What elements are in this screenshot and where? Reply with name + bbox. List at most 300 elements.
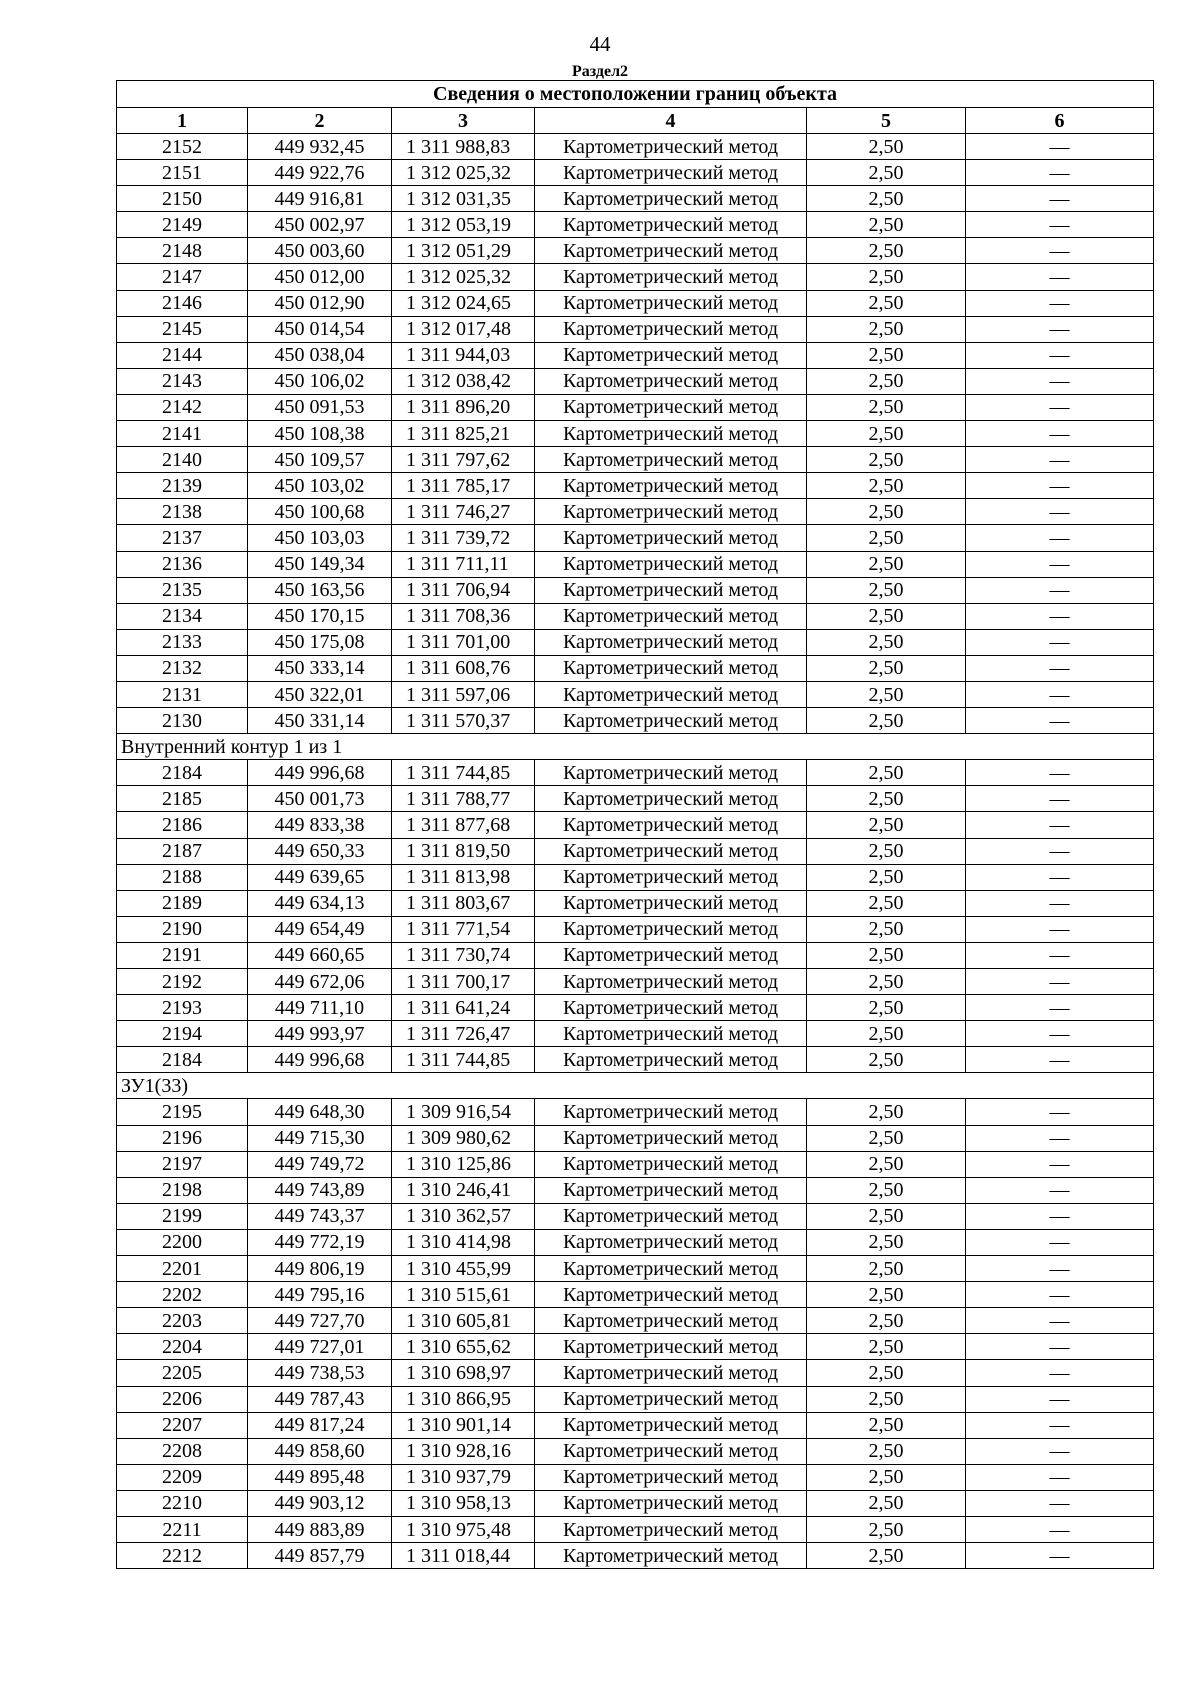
column-header: 4 xyxy=(535,108,807,134)
section-label: Раздел2 xyxy=(571,63,629,80)
column-header: 5 xyxy=(807,108,966,134)
method-cell: Картометрический метод xyxy=(535,1282,807,1308)
method-cell: Картометрический метод xyxy=(535,969,807,995)
coordinate-y-cell: 1 311 896,20 xyxy=(392,394,535,420)
note-cell: — xyxy=(966,264,1154,290)
point-number-cell: 2144 xyxy=(117,342,248,368)
accuracy-cell: 2,50 xyxy=(807,316,966,342)
note-cell: — xyxy=(966,368,1154,394)
coordinate-y-cell: 1 311 797,62 xyxy=(392,447,535,473)
coordinate-x-cell: 450 002,97 xyxy=(248,212,392,238)
coordinate-y-cell: 1 312 031,35 xyxy=(392,186,535,212)
note-cell: — xyxy=(966,890,1154,916)
coordinate-y-cell: 1 311 744,85 xyxy=(392,760,535,786)
contour-label: ЗУ1(33) xyxy=(117,1073,1154,1099)
method-cell: Картометрический метод xyxy=(535,760,807,786)
accuracy-cell: 2,50 xyxy=(807,1490,966,1516)
table-row xyxy=(117,629,1154,655)
coordinate-x-cell: 449 996,68 xyxy=(248,1047,392,1073)
coordinate-y-cell: 1 311 608,76 xyxy=(392,655,535,681)
method-cell: Картометрический метод xyxy=(535,447,807,473)
method-cell: Картометрический метод xyxy=(535,1125,807,1151)
accuracy-cell: 2,50 xyxy=(807,525,966,551)
method-cell: Картометрический метод xyxy=(535,186,807,212)
coordinate-y-cell: 1 310 605,81 xyxy=(392,1308,535,1334)
method-cell: Картометрический метод xyxy=(535,786,807,812)
accuracy-cell: 2,50 xyxy=(807,995,966,1021)
point-number-cell: 2190 xyxy=(117,916,248,942)
coordinate-x-cell: 449 895,48 xyxy=(248,1464,392,1490)
note-cell: — xyxy=(966,447,1154,473)
table-row xyxy=(117,421,1154,447)
note-cell: — xyxy=(966,916,1154,942)
accuracy-cell: 2,50 xyxy=(807,473,966,499)
coordinate-y-cell: 1 311 803,67 xyxy=(392,890,535,916)
point-number-cell: 2208 xyxy=(117,1438,248,1464)
point-number-cell: 2136 xyxy=(117,551,248,577)
table-row xyxy=(117,577,1154,603)
accuracy-cell: 2,50 xyxy=(807,1125,966,1151)
table-row xyxy=(117,1021,1154,1047)
method-cell: Картометрический метод xyxy=(535,160,807,186)
coordinate-y-cell: 1 312 024,65 xyxy=(392,290,535,316)
point-number-cell: 2131 xyxy=(117,681,248,707)
table-row xyxy=(117,1360,1154,1386)
coordinate-y-cell: 1 311 785,17 xyxy=(392,473,535,499)
coordinate-x-cell: 450 322,01 xyxy=(248,681,392,707)
note-cell: — xyxy=(966,1099,1154,1125)
table-row xyxy=(117,238,1154,264)
note-cell: — xyxy=(966,1490,1154,1516)
coordinate-y-cell: 1 311 597,06 xyxy=(392,681,535,707)
accuracy-cell: 2,50 xyxy=(807,916,966,942)
point-number-cell: 2137 xyxy=(117,525,248,551)
method-cell: Картометрический метод xyxy=(535,1386,807,1412)
column-header: 6 xyxy=(966,108,1154,134)
method-cell: Картометрический метод xyxy=(535,864,807,890)
coordinate-y-cell: 1 311 739,72 xyxy=(392,525,535,551)
accuracy-cell: 2,50 xyxy=(807,864,966,890)
point-number-cell: 2184 xyxy=(117,760,248,786)
note-cell: — xyxy=(966,1256,1154,1282)
note-cell: — xyxy=(966,160,1154,186)
coordinate-y-cell: 1 310 455,99 xyxy=(392,1256,535,1282)
coordinate-x-cell: 449 903,12 xyxy=(248,1490,392,1516)
point-number-cell: 2148 xyxy=(117,238,248,264)
point-number-cell: 2197 xyxy=(117,1151,248,1177)
accuracy-cell: 2,50 xyxy=(807,368,966,394)
coordinate-y-cell: 1 312 017,48 xyxy=(392,316,535,342)
point-number-cell: 2191 xyxy=(117,942,248,968)
table-row xyxy=(117,1256,1154,1282)
coordinate-x-cell: 450 175,08 xyxy=(248,629,392,655)
table-row xyxy=(117,499,1154,525)
coordinate-x-cell: 450 109,57 xyxy=(248,447,392,473)
point-number-cell: 2212 xyxy=(117,1543,248,1569)
coordinate-y-cell: 1 310 901,14 xyxy=(392,1412,535,1438)
accuracy-cell: 2,50 xyxy=(807,394,966,420)
table-row xyxy=(117,969,1154,995)
coordinate-y-cell: 1 311 708,36 xyxy=(392,603,535,629)
note-cell: — xyxy=(966,1308,1154,1334)
note-cell: — xyxy=(966,186,1154,212)
table-row xyxy=(117,290,1154,316)
point-number-cell: 2199 xyxy=(117,1203,248,1229)
accuracy-cell: 2,50 xyxy=(807,421,966,447)
table-row xyxy=(117,916,1154,942)
accuracy-cell: 2,50 xyxy=(807,708,966,734)
coordinate-x-cell: 450 106,02 xyxy=(248,368,392,394)
point-number-cell: 2198 xyxy=(117,1177,248,1203)
coordinate-y-cell: 1 311 746,27 xyxy=(392,499,535,525)
point-number-cell: 2149 xyxy=(117,212,248,238)
method-cell: Картометрический метод xyxy=(535,551,807,577)
accuracy-cell: 2,50 xyxy=(807,1151,966,1177)
method-cell: Картометрический метод xyxy=(535,942,807,968)
accuracy-cell: 2,50 xyxy=(807,629,966,655)
coordinate-x-cell: 449 772,19 xyxy=(248,1229,392,1255)
accuracy-cell: 2,50 xyxy=(807,1177,966,1203)
table-row xyxy=(117,708,1154,734)
accuracy-cell: 2,50 xyxy=(807,238,966,264)
coordinate-x-cell: 449 916,81 xyxy=(248,186,392,212)
point-number-cell: 2150 xyxy=(117,186,248,212)
note-cell: — xyxy=(966,760,1154,786)
method-cell: Картометрический метод xyxy=(535,1203,807,1229)
accuracy-cell: 2,50 xyxy=(807,1021,966,1047)
column-header: 2 xyxy=(248,108,392,134)
note-cell: — xyxy=(966,134,1154,160)
method-cell: Картометрический метод xyxy=(535,577,807,603)
coordinate-y-cell: 1 310 937,79 xyxy=(392,1464,535,1490)
accuracy-cell: 2,50 xyxy=(807,551,966,577)
note-cell: — xyxy=(966,1516,1154,1542)
accuracy-cell: 2,50 xyxy=(807,1438,966,1464)
coordinate-y-cell: 1 312 038,42 xyxy=(392,368,535,394)
table-row xyxy=(117,186,1154,212)
accuracy-cell: 2,50 xyxy=(807,1334,966,1360)
method-cell: Картометрический метод xyxy=(535,708,807,734)
coordinate-x-cell: 449 634,13 xyxy=(248,890,392,916)
coordinate-y-cell: 1 311 819,50 xyxy=(392,838,535,864)
table-row xyxy=(117,551,1154,577)
method-cell: Картометрический метод xyxy=(535,1412,807,1438)
method-cell: Картометрический метод xyxy=(535,238,807,264)
point-number-cell: 2130 xyxy=(117,708,248,734)
table-row xyxy=(117,1308,1154,1334)
coordinate-y-cell: 1 309 916,54 xyxy=(392,1099,535,1125)
point-number-cell: 2202 xyxy=(117,1282,248,1308)
coordinate-y-cell: 1 310 655,62 xyxy=(392,1334,535,1360)
table-row xyxy=(117,812,1154,838)
point-number-cell: 2185 xyxy=(117,786,248,812)
coordinate-x-cell: 450 038,04 xyxy=(248,342,392,368)
point-number-cell: 2132 xyxy=(117,655,248,681)
note-cell: — xyxy=(966,577,1154,603)
note-cell: — xyxy=(966,603,1154,629)
table-row xyxy=(117,1047,1154,1073)
coordinate-y-cell: 1 311 711,11 xyxy=(392,551,535,577)
point-number-cell: 2205 xyxy=(117,1360,248,1386)
coordinate-x-cell: 450 108,38 xyxy=(248,421,392,447)
coordinate-y-cell: 1 311 641,24 xyxy=(392,995,535,1021)
note-cell: — xyxy=(966,1438,1154,1464)
coordinate-y-cell: 1 311 944,03 xyxy=(392,342,535,368)
point-number-cell: 2145 xyxy=(117,316,248,342)
accuracy-cell: 2,50 xyxy=(807,1282,966,1308)
note-cell: — xyxy=(966,995,1154,1021)
note-cell: — xyxy=(966,316,1154,342)
note-cell: — xyxy=(966,1282,1154,1308)
column-header: 1 xyxy=(117,108,248,134)
coordinate-y-cell: 1 311 744,85 xyxy=(392,1047,535,1073)
accuracy-cell: 2,50 xyxy=(807,186,966,212)
accuracy-cell: 2,50 xyxy=(807,1229,966,1255)
point-number-cell: 2195 xyxy=(117,1099,248,1125)
point-number-cell: 2194 xyxy=(117,1021,248,1047)
coordinate-x-cell: 449 660,65 xyxy=(248,942,392,968)
note-cell: — xyxy=(966,1464,1154,1490)
note-cell: — xyxy=(966,708,1154,734)
method-cell: Картометрический метод xyxy=(535,1256,807,1282)
method-cell: Картометрический метод xyxy=(535,812,807,838)
note-cell: — xyxy=(966,1334,1154,1360)
coordinate-x-cell: 450 331,14 xyxy=(248,708,392,734)
coordinate-x-cell: 449 743,37 xyxy=(248,1203,392,1229)
accuracy-cell: 2,50 xyxy=(807,1543,966,1569)
note-cell: — xyxy=(966,525,1154,551)
coordinate-x-cell: 449 648,30 xyxy=(248,1099,392,1125)
method-cell: Картометрический метод xyxy=(535,1229,807,1255)
coordinate-x-cell: 450 012,90 xyxy=(248,290,392,316)
point-number-cell: 2134 xyxy=(117,603,248,629)
accuracy-cell: 2,50 xyxy=(807,342,966,368)
coordinate-y-cell: 1 311 771,54 xyxy=(392,916,535,942)
accuracy-cell: 2,50 xyxy=(807,1047,966,1073)
method-cell: Картометрический метод xyxy=(535,134,807,160)
note-cell: — xyxy=(966,342,1154,368)
coordinate-y-cell: 1 310 958,13 xyxy=(392,1490,535,1516)
method-cell: Картометрический метод xyxy=(535,499,807,525)
table-row xyxy=(117,212,1154,238)
coordinate-x-cell: 449 787,43 xyxy=(248,1386,392,1412)
note-cell: — xyxy=(966,1021,1154,1047)
accuracy-cell: 2,50 xyxy=(807,1516,966,1542)
note-cell: — xyxy=(966,864,1154,890)
point-number-cell: 2151 xyxy=(117,160,248,186)
point-number-cell: 2141 xyxy=(117,421,248,447)
coordinate-y-cell: 1 310 698,97 xyxy=(392,1360,535,1386)
coordinate-y-cell: 1 312 053,19 xyxy=(392,212,535,238)
note-cell: — xyxy=(966,212,1154,238)
method-cell: Картометрический метод xyxy=(535,368,807,394)
method-cell: Картометрический метод xyxy=(535,1516,807,1542)
point-number-cell: 2207 xyxy=(117,1412,248,1438)
note-cell: — xyxy=(966,1203,1154,1229)
table-row xyxy=(117,1334,1154,1360)
note-cell: — xyxy=(966,655,1154,681)
method-cell: Картометрический метод xyxy=(535,995,807,1021)
accuracy-cell: 2,50 xyxy=(807,1203,966,1229)
point-number-cell: 2193 xyxy=(117,995,248,1021)
coordinate-x-cell: 449 738,53 xyxy=(248,1360,392,1386)
point-number-cell: 2189 xyxy=(117,890,248,916)
coordinate-x-cell: 450 149,34 xyxy=(248,551,392,577)
table-row xyxy=(117,1282,1154,1308)
method-cell: Картометрический метод xyxy=(535,1177,807,1203)
table-row xyxy=(117,1125,1154,1151)
point-number-cell: 2188 xyxy=(117,864,248,890)
coordinate-x-cell: 449 795,16 xyxy=(248,1282,392,1308)
coordinate-y-cell: 1 310 246,41 xyxy=(392,1177,535,1203)
coordinate-y-cell: 1 312 025,32 xyxy=(392,264,535,290)
coordinate-y-cell: 1 311 726,47 xyxy=(392,1021,535,1047)
table-body xyxy=(117,81,1154,1569)
point-number-cell: 2135 xyxy=(117,577,248,603)
note-cell: — xyxy=(966,551,1154,577)
accuracy-cell: 2,50 xyxy=(807,890,966,916)
table-row xyxy=(117,342,1154,368)
point-number-cell: 2200 xyxy=(117,1229,248,1255)
method-cell: Картометрический метод xyxy=(535,525,807,551)
point-number-cell: 2192 xyxy=(117,969,248,995)
coordinate-x-cell: 449 749,72 xyxy=(248,1151,392,1177)
note-cell: — xyxy=(966,1047,1154,1073)
coordinate-x-cell: 450 014,54 xyxy=(248,316,392,342)
coordinate-x-cell: 450 333,14 xyxy=(248,655,392,681)
coordinate-x-cell: 450 170,15 xyxy=(248,603,392,629)
accuracy-cell: 2,50 xyxy=(807,447,966,473)
point-number-cell: 2139 xyxy=(117,473,248,499)
table-row xyxy=(117,1464,1154,1490)
point-number-cell: 2133 xyxy=(117,629,248,655)
point-number-cell: 2140 xyxy=(117,447,248,473)
accuracy-cell: 2,50 xyxy=(807,160,966,186)
note-cell: — xyxy=(966,786,1154,812)
table-row xyxy=(117,160,1154,186)
coordinate-x-cell: 449 743,89 xyxy=(248,1177,392,1203)
coordinate-x-cell: 450 091,53 xyxy=(248,394,392,420)
table-row xyxy=(117,1438,1154,1464)
accuracy-cell: 2,50 xyxy=(807,134,966,160)
accuracy-cell: 2,50 xyxy=(807,1256,966,1282)
method-cell: Картометрический метод xyxy=(535,916,807,942)
table-row xyxy=(117,368,1154,394)
accuracy-cell: 2,50 xyxy=(807,603,966,629)
note-cell: — xyxy=(966,1386,1154,1412)
coordinate-x-cell: 450 103,03 xyxy=(248,525,392,551)
coordinate-y-cell: 1 309 980,62 xyxy=(392,1125,535,1151)
coordinate-x-cell: 449 715,30 xyxy=(248,1125,392,1151)
table-row xyxy=(117,1543,1154,1569)
accuracy-cell: 2,50 xyxy=(807,812,966,838)
table-row xyxy=(117,786,1154,812)
coordinate-x-cell: 449 922,76 xyxy=(248,160,392,186)
accuracy-cell: 2,50 xyxy=(807,290,966,316)
accuracy-cell: 2,50 xyxy=(807,1386,966,1412)
table-row xyxy=(117,995,1154,1021)
coordinate-y-cell: 1 311 730,74 xyxy=(392,942,535,968)
note-cell: — xyxy=(966,629,1154,655)
coordinate-y-cell: 1 310 515,61 xyxy=(392,1282,535,1308)
accuracy-cell: 2,50 xyxy=(807,681,966,707)
point-number-cell: 2196 xyxy=(117,1125,248,1151)
coordinate-x-cell: 449 857,79 xyxy=(248,1543,392,1569)
method-cell: Картометрический метод xyxy=(535,394,807,420)
method-cell: Картометрический метод xyxy=(535,1151,807,1177)
point-number-cell: 2186 xyxy=(117,812,248,838)
table-row xyxy=(117,890,1154,916)
coordinate-x-cell: 449 727,01 xyxy=(248,1334,392,1360)
table-row xyxy=(117,525,1154,551)
column-header-row xyxy=(117,108,1154,134)
point-number-cell: 2184 xyxy=(117,1047,248,1073)
coordinate-y-cell: 1 311 706,94 xyxy=(392,577,535,603)
point-number-cell: 2203 xyxy=(117,1308,248,1334)
coordinate-x-cell: 449 883,89 xyxy=(248,1516,392,1542)
method-cell: Картометрический метод xyxy=(535,1047,807,1073)
note-cell: — xyxy=(966,812,1154,838)
point-number-cell: 2152 xyxy=(117,134,248,160)
point-number-cell: 2201 xyxy=(117,1256,248,1282)
accuracy-cell: 2,50 xyxy=(807,655,966,681)
accuracy-cell: 2,50 xyxy=(807,212,966,238)
coordinate-x-cell: 449 817,24 xyxy=(248,1412,392,1438)
coordinate-y-cell: 1 310 975,48 xyxy=(392,1516,535,1542)
table-row xyxy=(117,1490,1154,1516)
coordinate-x-cell: 449 650,33 xyxy=(248,838,392,864)
method-cell: Картометрический метод xyxy=(535,603,807,629)
table-row xyxy=(117,1386,1154,1412)
coordinate-x-cell: 449 833,38 xyxy=(248,812,392,838)
accuracy-cell: 2,50 xyxy=(807,760,966,786)
accuracy-cell: 2,50 xyxy=(807,1360,966,1386)
method-cell: Картометрический метод xyxy=(535,1490,807,1516)
coordinate-x-cell: 449 711,10 xyxy=(248,995,392,1021)
coordinate-x-cell: 449 932,45 xyxy=(248,134,392,160)
table-row xyxy=(117,447,1154,473)
table-row xyxy=(117,760,1154,786)
table-row xyxy=(117,864,1154,890)
note-cell: — xyxy=(966,942,1154,968)
note-cell: — xyxy=(966,499,1154,525)
note-cell: — xyxy=(966,838,1154,864)
point-number-cell: 2210 xyxy=(117,1490,248,1516)
point-number-cell: 2138 xyxy=(117,499,248,525)
coordinate-y-cell: 1 311 988,83 xyxy=(392,134,535,160)
table-row xyxy=(117,1099,1154,1125)
coordinate-x-cell: 450 163,56 xyxy=(248,577,392,603)
coordinate-y-cell: 1 312 025,32 xyxy=(392,160,535,186)
accuracy-cell: 2,50 xyxy=(807,1308,966,1334)
coordinate-y-cell: 1 311 700,17 xyxy=(392,969,535,995)
point-number-cell: 2211 xyxy=(117,1516,248,1542)
accuracy-cell: 2,50 xyxy=(807,1464,966,1490)
coordinate-y-cell: 1 310 414,98 xyxy=(392,1229,535,1255)
method-cell: Картометрический метод xyxy=(535,838,807,864)
point-number-cell: 2187 xyxy=(117,838,248,864)
contour-label-row xyxy=(117,734,1154,760)
page-number: 44 xyxy=(589,32,611,56)
point-number-cell: 2146 xyxy=(117,290,248,316)
note-cell: — xyxy=(966,421,1154,447)
point-number-cell: 2142 xyxy=(117,394,248,420)
note-cell: — xyxy=(966,290,1154,316)
accuracy-cell: 2,50 xyxy=(807,969,966,995)
method-cell: Картометрический метод xyxy=(535,290,807,316)
coordinate-y-cell: 1 311 788,77 xyxy=(392,786,535,812)
note-cell: — xyxy=(966,1543,1154,1569)
